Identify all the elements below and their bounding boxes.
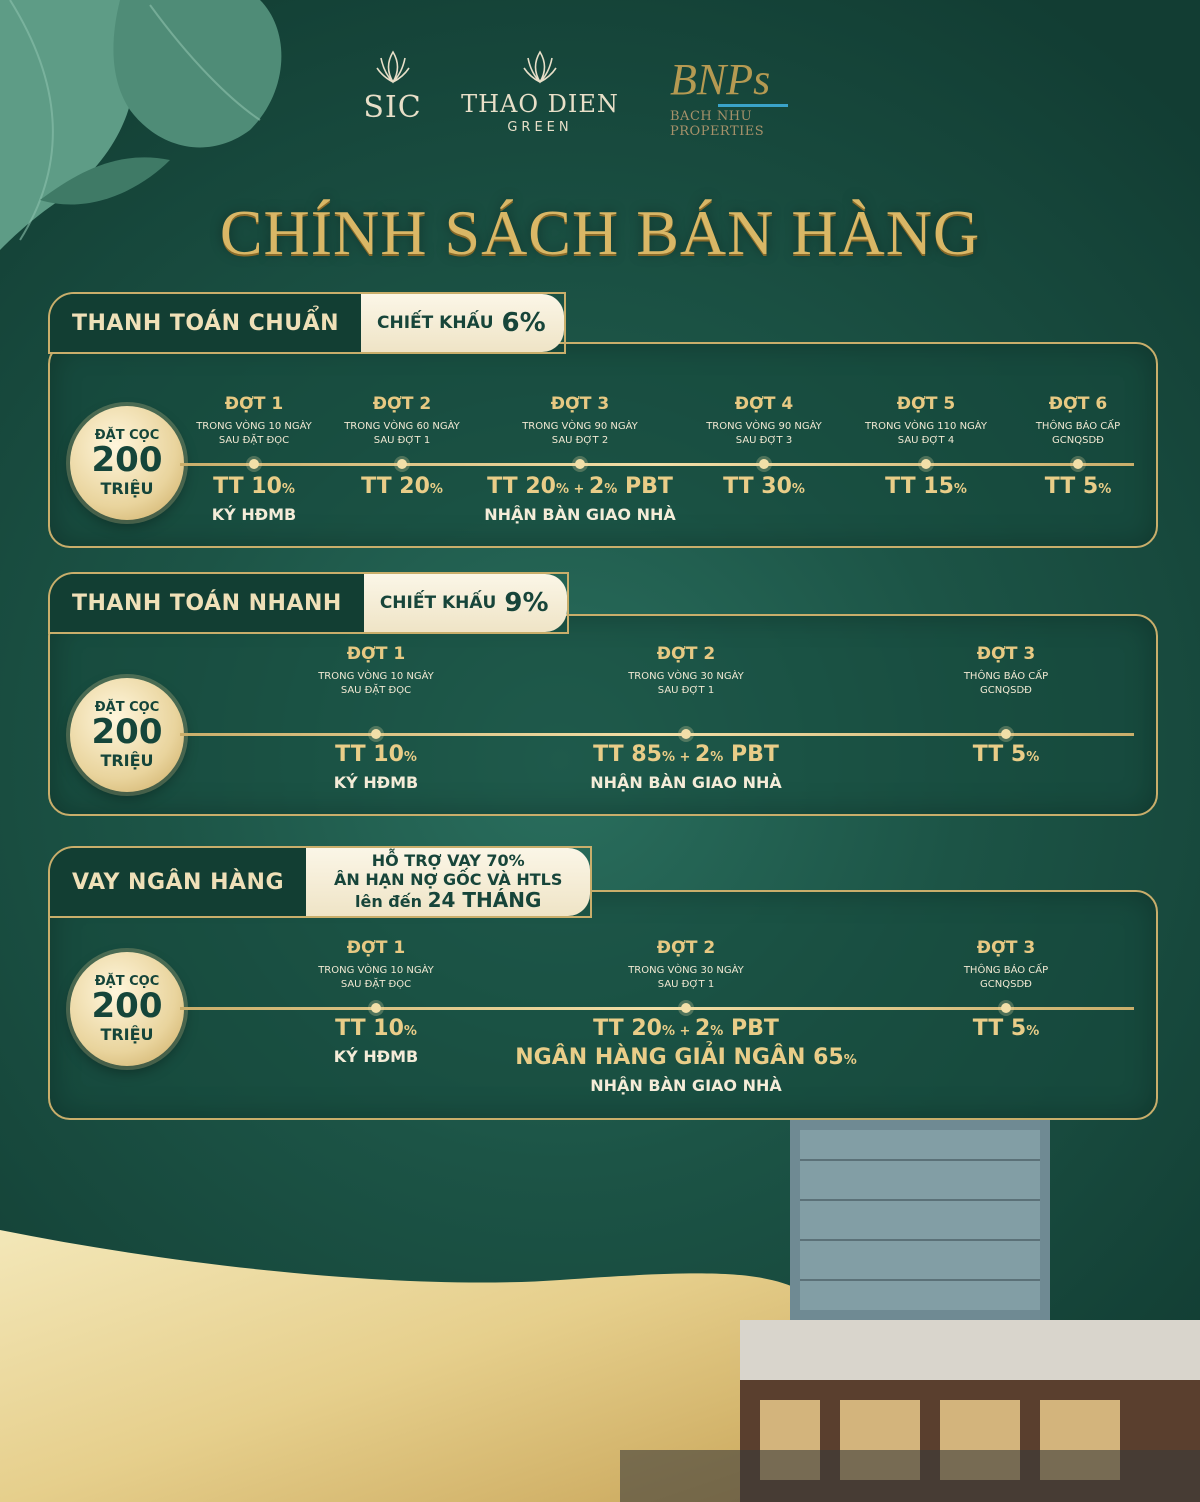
timeline-dot: [371, 1003, 381, 1013]
payment-note: NHẬN BÀN GIAO NHÀ: [590, 1076, 782, 1095]
payment-value: TT 5: [972, 742, 1027, 767]
sic-leaf-icon: [373, 48, 413, 88]
installment-label: ĐỢT 5: [896, 394, 956, 414]
timeline-dot: [397, 459, 407, 469]
timeline-dot: [759, 459, 769, 469]
payment-info: [334, 1016, 418, 1066]
schedule-line: SAU ĐỢT 4: [897, 434, 955, 446]
payment-note: KÝ HĐMB: [333, 773, 419, 792]
installment-label: ĐỢT 3: [976, 938, 1036, 958]
schedule-line: TRONG VÒNG 60 NGÀY: [344, 421, 460, 432]
timeline-dot: [1001, 1003, 1011, 1013]
thao-dien-subtitle: GREEN: [507, 120, 573, 135]
support-line-3: [355, 889, 541, 912]
payment-unit: %: [403, 1024, 417, 1039]
installment-label: ĐỢT 6: [1048, 394, 1108, 414]
installment-label: ĐỢT 3: [550, 394, 610, 414]
payment-note: KÝ HĐMB: [211, 505, 297, 524]
discount-value: 6%: [501, 308, 546, 338]
schedule-line: TRONG VÒNG 90 NGÀY: [522, 421, 638, 432]
plan-standard-tag: [48, 292, 566, 354]
sic-wordmark: SIC: [363, 90, 422, 125]
plan-standard-discount: [361, 294, 564, 352]
schedule-line: TRONG VÒNG 30 NGÀY: [628, 965, 744, 976]
installment-schedule: [964, 670, 1048, 697]
thao-dien-green-logo: [460, 48, 620, 135]
schedule-line: GCNQSDĐ: [1052, 434, 1104, 446]
installment-schedule: [865, 420, 987, 447]
discount-label: CHIẾT KHẤU: [377, 313, 494, 333]
installment-schedule: [196, 420, 312, 447]
installment-label: ĐỢT 2: [656, 644, 716, 664]
bnps-underline: [718, 104, 788, 107]
fee-label: PBT: [617, 474, 673, 499]
schedule-line: SAU ĐỢT 3: [735, 434, 793, 446]
payment-info: [334, 742, 418, 792]
schedule-line: TRONG VÒNG 110 NGÀY: [865, 421, 987, 432]
installment-step: [344, 394, 460, 447]
deposit-amount: 200: [91, 986, 163, 1027]
timeline-dot: [575, 459, 585, 469]
schedule-line: TRONG VÒNG 10 NGÀY: [196, 421, 312, 432]
building-illustration: [620, 1120, 1200, 1502]
payment-info: [212, 474, 296, 524]
installment-step: [706, 394, 822, 447]
fee-unit: %: [604, 482, 618, 497]
schedule-line: GCNQSDĐ: [980, 978, 1032, 990]
payment-amount: [590, 742, 781, 767]
payment-unit: %: [953, 482, 967, 497]
schedule-line: GCNQSDĐ: [980, 684, 1032, 696]
installment-label: ĐỢT 4: [734, 394, 794, 414]
payment-amount: [885, 474, 967, 499]
payment-unit: %: [661, 1024, 675, 1039]
plan-bank-loan-tag: [48, 846, 592, 918]
payment-note: NHẬN BÀN GIAO NHÀ: [484, 505, 676, 524]
schedule-line: THÔNG BÁO CẤP: [963, 965, 1049, 976]
plan-bank-loan-name: VAY NGÂN HÀNG: [50, 848, 306, 916]
schedule-line: SAU ĐỢT 1: [657, 684, 715, 696]
schedule-line: SAU ĐẶT ĐỌC: [218, 434, 290, 446]
fee-label: PBT: [723, 742, 779, 767]
fee-value: 2: [694, 1016, 711, 1041]
timeline-dot: [921, 459, 931, 469]
payment-unit: %: [555, 482, 569, 497]
installment-label: ĐỢT 2: [656, 938, 716, 958]
payment-amount: [484, 474, 675, 499]
installment-schedule: [706, 420, 822, 447]
installment-schedule: [964, 964, 1048, 991]
payment-value: TT 10: [335, 1016, 404, 1041]
sic-logo: [355, 48, 430, 125]
deposit-label: ĐẶT CỌC: [94, 974, 160, 990]
timeline-dot: [1073, 459, 1083, 469]
payment-unit: %: [1026, 1024, 1040, 1039]
payment-info: [1045, 474, 1112, 499]
timeline-dot: [249, 459, 259, 469]
payment-unit: %: [281, 482, 295, 497]
payment-amount: [334, 742, 418, 767]
timeline-dot: [681, 729, 691, 739]
deposit-badge: [70, 678, 184, 792]
logo-bar: [0, 48, 1200, 168]
plan-bank-loan-support: [306, 848, 590, 916]
fee-plus: +: [568, 482, 589, 497]
payment-info: [484, 474, 675, 524]
support-line-2: ÂN HẠN NỢ GỐC VÀ HTLS: [334, 869, 563, 889]
bank-disbursement: [515, 1045, 856, 1070]
schedule-line: SAU ĐỢT 1: [373, 434, 431, 446]
plan-fast: [48, 572, 1158, 816]
payment-value: TT 30: [723, 474, 792, 499]
installment-step: [1036, 394, 1120, 447]
payment-value: TT 20: [361, 474, 430, 499]
payment-amount: [334, 1016, 418, 1041]
payment-amount: [515, 1016, 856, 1041]
installment-schedule: [1036, 420, 1120, 447]
payment-value: TT 20: [487, 474, 556, 499]
payment-value: TT 5: [972, 1016, 1027, 1041]
plan-fast-tag: [48, 572, 569, 634]
payment-unit: %: [1026, 750, 1040, 765]
schedule-line: SAU ĐẶT ĐỌC: [340, 978, 412, 990]
installment-schedule: [318, 964, 434, 991]
installment-label: ĐỢT 1: [346, 644, 406, 664]
fee-value: 2: [694, 742, 711, 767]
plan-bank-loan: [48, 846, 1158, 1120]
fee-value: 2: [588, 474, 605, 499]
payment-note: KÝ HĐMB: [333, 1047, 419, 1066]
payment-unit: %: [403, 750, 417, 765]
installment-step: [522, 394, 638, 447]
payment-unit: %: [791, 482, 805, 497]
plan-standard-name: THANH TOÁN CHUẨN: [50, 294, 361, 352]
thao-dien-leaf-icon: [518, 48, 562, 88]
installment-label: ĐỢT 1: [346, 938, 406, 958]
deposit-label: ĐẶT CỌC: [94, 700, 160, 716]
plan-standard: [48, 292, 1158, 548]
deposit-badge: [70, 406, 184, 520]
schedule-line: SAU ĐẶT ĐỌC: [340, 684, 412, 696]
payment-info: [361, 474, 443, 499]
payment-amount: [973, 742, 1040, 767]
bank-disbursement-text: NGÂN HÀNG GIẢI NGÂN 65: [515, 1045, 844, 1070]
fee-unit: %: [710, 1024, 724, 1039]
installment-label: ĐỢT 3: [976, 644, 1036, 664]
deposit-unit: TRIỆU: [100, 478, 154, 498]
installment-label: ĐỢT 2: [372, 394, 432, 414]
payment-amount: [973, 1016, 1040, 1041]
payment-value: TT 5: [1044, 474, 1099, 499]
deposit-unit: TRIỆU: [100, 750, 154, 770]
schedule-line: SAU ĐỢT 2: [551, 434, 609, 446]
payment-amount: [361, 474, 443, 499]
payment-value: TT 85: [593, 742, 662, 767]
payment-value: TT 10: [335, 742, 404, 767]
installment-step: [964, 644, 1048, 697]
timeline-track: [180, 1007, 1134, 1010]
deposit-amount: 200: [91, 712, 163, 753]
bnps-wordmark: BNPs: [670, 55, 771, 104]
payment-info: [973, 742, 1040, 767]
bnps-logo: [670, 55, 840, 139]
payment-info: [973, 1016, 1040, 1041]
timeline-track: [180, 463, 1134, 466]
support-line-3-months: 24 THÁNG: [427, 887, 542, 912]
installment-label: ĐỢT 1: [224, 394, 284, 414]
support-line-3-prefix: lên đến: [355, 891, 422, 911]
installment-step: [318, 644, 434, 697]
installment-schedule: [522, 420, 638, 447]
installment-step: [964, 938, 1048, 991]
payment-info: [515, 1016, 856, 1095]
timeline-dot: [1001, 729, 1011, 739]
installment-schedule: [628, 670, 744, 697]
deposit-amount: 200: [91, 440, 163, 481]
payment-value: TT 10: [213, 474, 282, 499]
bank-disbursement-unit: %: [843, 1053, 857, 1068]
payment-amount: [723, 474, 805, 499]
payment-unit: %: [429, 482, 443, 497]
schedule-line: TRONG VÒNG 30 NGÀY: [628, 671, 744, 682]
payment-value: TT 15: [885, 474, 954, 499]
fee-plus: +: [674, 1024, 695, 1039]
installment-schedule: [318, 670, 434, 697]
schedule-line: TRONG VÒNG 10 NGÀY: [318, 965, 434, 976]
installment-schedule: [628, 964, 744, 991]
schedule-line: THÔNG BÁO CẤP: [963, 671, 1049, 682]
timeline-track: [180, 733, 1134, 736]
fee-unit: %: [710, 750, 724, 765]
discount-label: CHIẾT KHẤU: [379, 593, 497, 613]
plan-fast-discount: [364, 574, 567, 632]
installment-step: [628, 938, 744, 991]
schedule-line: THÔNG BÁO CẤP: [1035, 421, 1121, 432]
fee-label: PBT: [723, 1016, 779, 1041]
thao-dien-wordmark: THAO DIEN: [461, 90, 619, 118]
payment-info: [885, 474, 967, 499]
installment-step: [628, 644, 744, 697]
payment-unit: %: [661, 750, 675, 765]
bnps-subtitle: BACH NHU PROPERTIES: [670, 109, 765, 139]
payment-info: [723, 474, 805, 499]
timeline-dot: [681, 1003, 691, 1013]
support-line-1: HỖ TRỢ VAY 70%: [371, 851, 525, 871]
discount-value: 9%: [504, 588, 549, 618]
deposit-unit: TRIỆU: [100, 1024, 154, 1044]
plan-fast-name: THANH TOÁN NHANH: [50, 574, 364, 632]
deposit-badge: [70, 952, 184, 1066]
installment-step: [196, 394, 312, 447]
schedule-line: TRONG VÒNG 10 NGÀY: [318, 671, 434, 682]
installment-schedule: [344, 420, 460, 447]
installment-step: [865, 394, 987, 447]
payment-value: TT 20: [593, 1016, 662, 1041]
payment-note: NHẬN BÀN GIAO NHÀ: [590, 773, 782, 792]
payment-info: [590, 742, 781, 792]
fee-plus: +: [674, 750, 695, 765]
payment-unit: %: [1098, 482, 1112, 497]
schedule-line: SAU ĐỢT 1: [657, 978, 715, 990]
timeline-dot: [371, 729, 381, 739]
payment-amount: [212, 474, 296, 499]
deposit-label: ĐẶT CỌC: [94, 428, 160, 444]
payment-amount: [1045, 474, 1112, 499]
installment-step: [318, 938, 434, 991]
schedule-line: TRONG VÒNG 90 NGÀY: [706, 421, 822, 432]
page-title: CHÍNH SÁCH BÁN HÀNG: [219, 197, 981, 268]
